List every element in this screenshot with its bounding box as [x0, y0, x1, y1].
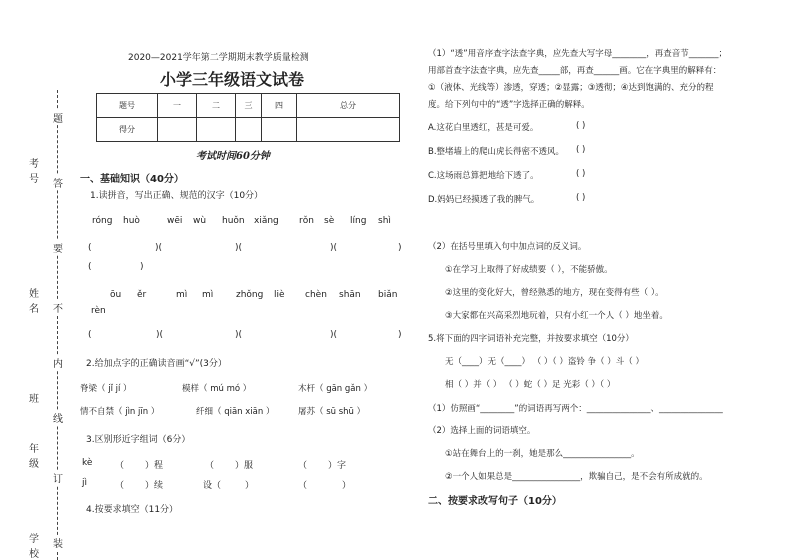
q2-item: 情不自禁（ jìn jīn ） [80, 407, 160, 417]
q2-item: 模样（ mú mó ） [182, 384, 252, 394]
score-header: 总分 [297, 94, 400, 118]
question-4: 4.按要求填空（11分） [86, 505, 179, 515]
q3-bracket: （ [205, 461, 215, 471]
answer-bracket: ( [88, 330, 92, 340]
score-header: 一 [158, 94, 197, 118]
pinyin: ōu [110, 290, 122, 300]
answer-bracket: ( [88, 262, 92, 272]
side-label-xingming: 姓名 [29, 289, 39, 315]
answer-bracket: ( [88, 243, 92, 253]
score-cell[interactable] [197, 118, 236, 142]
pinyin: chèn [305, 290, 327, 300]
answer-bracket: ) [398, 330, 402, 340]
q2-item: 脊梁（ jǐ jí ） [80, 384, 132, 394]
q3-bracket: ） [342, 481, 352, 491]
q5-fill-1: ①站在舞台上的一刹，她是那么________________。 [445, 449, 640, 459]
pinyin: zhǒng [236, 290, 264, 300]
section-one-title: 一、基础知识（40分） [80, 174, 184, 185]
question-3: 3.区别形近字组词（6分） [86, 435, 191, 445]
pinyin: shān [339, 290, 361, 300]
seal-char: 题 [52, 110, 64, 125]
option-d: D.妈妈已经摸透了我的脾气。 [428, 195, 540, 205]
q5-sub-2: （2）选择上面的词语填空。 [428, 426, 536, 436]
pinyin: róng [92, 216, 113, 226]
q2-item: 屠苏（ sū shū ） [298, 407, 366, 417]
seal-char: 不 [52, 300, 64, 315]
q3-word: ）服 [235, 461, 254, 471]
right-q2-item: ③大家都在兴高采烈地玩着，只有小红一个人（ ）地坐着。 [445, 311, 668, 321]
pinyin: rèn [91, 306, 106, 316]
pinyin: rǒn [299, 216, 314, 226]
seal-char: 答 [52, 175, 64, 190]
section-two-title: 二、按要求改写句子（10分） [428, 496, 562, 507]
q3-word: 设（ [203, 481, 222, 491]
pinyin: sè [324, 216, 335, 226]
answer-bracket: ) [398, 243, 402, 253]
pinyin: wēi [167, 216, 183, 226]
pinyin: mì [176, 290, 188, 300]
seal-char: 线 [52, 410, 64, 425]
score-cell[interactable] [262, 118, 297, 142]
pinyin: huǒn [222, 216, 245, 226]
score-cell[interactable] [236, 118, 262, 142]
answer-paren: ( ) [576, 169, 586, 179]
right-q2-item: ①在学习上取得了好成绩要（ ），不能骄傲。 [445, 265, 613, 275]
q3-bracket: （ [298, 461, 308, 471]
q3-pinyin: jì [82, 478, 88, 488]
exam-title: 2020—2021学年第二学期期末教学质量检测 [128, 53, 309, 63]
right-line-1: （1）“透”用音序查字法查字典，应先查大写字母________，再查音节_______； [428, 49, 727, 59]
score-row-label: 得分 [97, 118, 158, 142]
option-b: B.整堵墙上的爬山虎长得密不透风。 [428, 147, 565, 157]
q3-bracket: （ [115, 461, 125, 471]
answer-paren: ( ) [576, 145, 586, 155]
option-c: C.这场雨总算把地给下透了。 [428, 171, 539, 181]
answer-bracket: )( [235, 243, 243, 253]
right-line-4: 度。给下列句中的“透”字选择正确的解释。 [428, 100, 590, 110]
right-q2-item: ②这里的变化好大，曾经熟悉的地方，现在变得有些（ ）。 [445, 288, 664, 298]
answer-bracket: )( [330, 330, 338, 340]
q2-item: 纤细（ qiān xiān ） [196, 407, 275, 417]
right-line-2: 用部首查字法查字典，应先查_____部，再查______画。它在字典里的解释有： [428, 66, 722, 76]
answer-bracket: ) [140, 262, 144, 272]
pinyin: wù [193, 216, 207, 226]
seal-char: 订 [52, 470, 64, 485]
side-label-xuexiao: 学校 [29, 534, 39, 560]
answer-bracket: )( [235, 330, 243, 340]
answer-bracket: )( [330, 243, 338, 253]
right-line-3: ①（液体、光线等）渗透，穿透；②显露；③透彻；④达到饱满的、充分的程 [428, 83, 714, 93]
q5-fill-2: ②一个人如果总是________________，欺骗自己，是不会有所成就的。 [445, 472, 708, 482]
score-header: 四 [262, 94, 297, 118]
score-cell[interactable] [297, 118, 400, 142]
question-1: 1.读拼音，写出正确、规范的汉字（10分） [90, 191, 264, 201]
seal-char: 装 [52, 535, 64, 550]
pinyin: biǎn [378, 290, 398, 300]
q3-word: ）续 [145, 481, 164, 491]
question-2: 2.给加点字的正确读音画“√”(3分） [86, 359, 227, 369]
side-label-kaohao: 考号 [29, 159, 39, 185]
pinyin: líng [350, 216, 367, 226]
idiom-row-1: 无（____）无（____） （ ）（ ）盗铃 争（ ）斗（ ） [445, 357, 644, 367]
idiom-row-2: 相（ ）并（ ） （ ）蛇（ ）足 光彩（ ）（ ） [445, 380, 616, 390]
answer-bracket: )( [156, 330, 164, 340]
option-a: A.这花白里透红，甚是可爱。 [428, 123, 539, 133]
score-table [96, 93, 400, 142]
side-label-nianji: 年级 [29, 444, 39, 470]
q5-sub-1: （1）仿照画“________”的词语再写两个：_______________、_______________ [428, 404, 723, 414]
seal-char: 内 [52, 355, 64, 370]
question-5: 5.将下面的四字词语补充完整，并按要求填空（10分） [428, 334, 634, 344]
q3-word: ）字 [328, 461, 347, 471]
score-header: 三 [236, 94, 262, 118]
q3-bracket: （ [115, 481, 125, 491]
score-cell[interactable] [158, 118, 197, 142]
q2-item: 木杆（ gān gǎn ） [298, 384, 373, 394]
side-label-ban: 班 [29, 394, 39, 405]
pinyin: shì [378, 216, 391, 226]
right-q2: （2）在括号里填入句中加点词的反义词。 [428, 242, 587, 252]
seal-char: 要 [52, 240, 64, 255]
score-header: 题号 [97, 94, 158, 118]
pinyin: liè [274, 290, 285, 300]
pinyin: huò [123, 216, 140, 226]
q3-pinyin: kè [82, 458, 93, 468]
q3-bracket: （ [298, 481, 308, 491]
binding-line [57, 90, 58, 560]
pinyin: xiǎng [254, 216, 279, 226]
answer-paren: ( ) [576, 121, 586, 131]
q3-word: ）程 [145, 461, 164, 471]
answer-bracket: )( [155, 243, 163, 253]
exam-time: 考试时间60分钟 [196, 151, 270, 162]
q3-bracket: ） [245, 481, 255, 491]
pinyin: mì [202, 290, 214, 300]
score-header: 二 [197, 94, 236, 118]
pinyin: ěr [137, 290, 147, 300]
paper-title: 小学三年级语文试卷 [160, 70, 305, 89]
answer-paren: ( ) [576, 193, 586, 203]
